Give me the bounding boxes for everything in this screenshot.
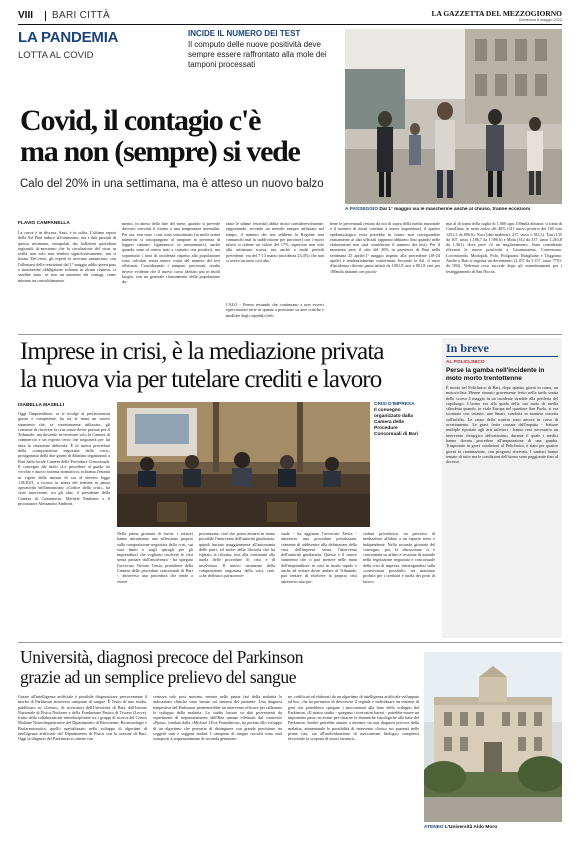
page-header: [18, 10, 562, 22]
section-divider: [45, 11, 46, 21]
story3-headline-line1: Università, diagnosi precoce del Parkinson: [20, 647, 304, 667]
story3-caption-label: ATENEO: [424, 825, 444, 830]
university-building-image: [424, 652, 562, 822]
story1-column-4: bene le percentuali restino da noi di sopra della media nazionale e il numero di morti continui a essere importante), il quadro epidemiologico resta potrebbe in futuro non corrispondere esattamente ai dati ufficiali (appunto abbiamo fino quando nelle elaborazioni non sarà considerato il numero dei test). Per il momento però il calo del 20% in provincia di Bari nella settimana 25 aprile/1° maggio rispetto alla precedente (18-24 aprile) è tendenzialmente confermata. Secondo la Asl, il tasso d'incidenza rilevato passa infatti da 1001,8 casi a 801,8 casi per 100mila abitanti con picchi-: [330, 221, 440, 274]
story3-headline-line2: grazie ad un semplice prelievo del sangue: [20, 667, 297, 687]
sidebar-tag: AL POLICLINICO: [446, 360, 485, 365]
sidebar-body: È morto nel Policlinico di Bari, dopo quattro giorni in coma, un motociclista 38enne rimasto gravemente ferito nella tarda serata dello scorso 4 maggio in un incidente stradale alla periferia del capoluogo. L'uomo era alla guida della sua moto di media cilindrata quando, in viale Europa nel quartiere San Paolo, si era scontrato con un'auto, una Smart, condotta in maniera corretta sull'asfalto. Le cause dello scontro sono ancora in corso di accertamento. Le gravi ferite causate dall'impatto - fratture multiple riportate agli arti inferiori - hanno reso necessario un intervento chirurgico delicatissimo, durante il quale i medici hanno dovuto procedere all'amputazione di una gamba. Trasportato in gravi condizioni al Policlinico, è stato per quattro giorni in rianimazione, con prognosi riservata. I sanitari hanno tentato di tutto ma le condizioni dell'uomo sono peggiorate fino al decesso.: [446, 385, 558, 465]
story2-column-5: suale - ha aggiunto l'avvocato Tarsia - attraverso una procedura privatizzata, consente di addivenire alla definizione della crisi dell'impresa senza l'intervento dell'autorità giudiziaria. Questo è il nuovo strumento che ci può mettere nelle mani dell'imprenditore in crisi in modo rapido e anche ad evitare dover andare al Tribunale, può tentare di risolvere la propria crisi attraverso una pro-: [281, 531, 357, 584]
story1-photo-caption: [345, 207, 562, 213]
photo-caption-text: Dal 1° maggio via le mascherine anche al chiuso, tranne eccezioni: [379, 207, 531, 212]
story2-column-1: Oggi l'imprenditore, se si rivolge al professionista giusto e competente, ha tra le mani un nuovo strumento che, se correttamente utilizzato, gli consente di risolvere la crisi senza dover passare per il Tribunale, ma dovendo in-teressare solo la Camera di commercio e un esperto terzo che negozierà per lui tutta la situazione debitoria. È la nuova procedura della «composizione negoziata della crisi», protagonista della due giorni di dibattito organizzato a Bari dalla locale Camera delle Procedure Concorsuali. Il convegno dal titolo «Le procedure al guado tra vecchio e nuovo sistema normativo» richiama l'entrata in vigore della misura di cui al decreto legge 118/2021, a ricorso in attesa del termine in pausa operatività dell'annunciato «Codice della crisi», ha visto intervenire, tra gli altri, il presidente della Camera di Commercio, Michele Emiliano e il procuratore Alessandro Ambrosi.: [18, 411, 110, 507]
story3-headline: [20, 647, 420, 687]
newspaper-name: LA GAZZETTA DEL MEZZOGIORNO: [431, 9, 562, 18]
story-separator-2: [18, 642, 562, 643]
story3-column-1: Grazie all'intelligenza artificiale è possibile diagnosticare precocemente il morbo di Parkinson attraverso campioni di sangue. È l'esito di uno studio, pubblicato su «Genes», di ricercatori dell'Università di Bari, dell'Istituto Nazionale di Fisica Nucleare e della Fondazione Panico di Tricase (Lecce), frutto della collaborazione interdisciplinare tra i gruppi di ricerca del Centro Malattie Neurodegenerative del Dipartimento di Bioscienze, Biotecnologie e Biofarmaceutica, quello specializzato nello sviluppo di algoritmi di intelligenza artificiale del Dipartimento di Fisica con la sezione di Bari. Oggi la diagnosi del Parkinson si ottiene con: [18, 694, 147, 742]
header-rule: [18, 24, 562, 25]
story2-caption-label: CRISI D'IMPRESA: [374, 402, 415, 407]
story1-column-2: mento, in attesa della fine del mese, quando si prevede davvero convinti il ritorno a una temperanza normalità. Per ora, non sono i casi sono sottostimati (in molti ormai numerosi si sottopongono al tampone in presenza di leggeri sintomi, figuriamoci se asintomatici), anche quando sono al centro stati a contatto con positivi), ma soprattutto i tassi di incidenza rispetto alla popolazione sono calcolati senza tenere conto del numero dei test effettuati. Considerando i tamponi processati, risulta invece evidente che il nuovo corso (dettato più in molti luoghi, con un generale rilassamento della popolazione du-: [122, 221, 220, 285]
info-box-title: INCIDE IL NUMERO DEI TEST: [188, 29, 301, 38]
story3-column-3: ne, codificati ed elaborati da un algoritmo di intelligenza artificiale sviluppato ad hoc, che ha permesso di descrivere il segnale e individuare un insieme di geni che potrebbero spiegare i meccanismi alla base dello sviluppo del Parkinson. «Il nostro studio - spiegano i ricercatori baresi - potrebbe essere un importante passo in avanti per chiarire le dinamiche fisiologiche alla base del Parkinson. Inoltre potrebbe aiutare a ottenere sia una diagnosi precoce della malattia, aumentando le possibilità di intervento clinico sui pazienti nelle prime fasi, sia all'individuazione di meccanismi biologici complessi favorendo la scoperta di nuovi farmaci».: [288, 694, 419, 742]
story2-headline: [20, 338, 440, 394]
issue-date: Domenica 8 maggio 2022: [518, 18, 562, 22]
story1-column-1: La curva è in discesa. Anzi, è in salita. L'ultimo report della Asl Bari induce all'ottimismo, ma i dati parziali di questa settimana, estrapolati dai bollettini quotidiani regionali, di-mostrano che la circolazione del virus in realtà non solo non sembra significativamente, ma si limita. Del resto, gli esperti lo avevano annunciato: con l'allentarsi delle restrizioni dal 1° maggio addio green pass e mascherine obbligatorie soltanto in alcuni contesti, ci sarebbe stato, se non un aumento dei contagi, come minimo un consolidamento.: [18, 230, 116, 283]
story2-headline-line1: Imprese in crisi, è la mediazione privata: [20, 338, 384, 365]
story1-info-box: [188, 29, 338, 70]
photo-caption-label: A PASSEGGIO: [345, 207, 379, 212]
story3-column-2: certezza solo post mortem, mentre nelle prime fasi della malattia le indicazioni cliniche sono basate sui sintomi del paziente. Una diagnosi tempestiva del Parkinson permetterebbe un intervento efficace per rallentare lo sviluppo della malattia. Lo studio basato su dati provenienti da esperimenti di sequenziamento dell'Rna umano effettuati dal consorzio «Ppmi», fondato dalla «Michael J.Fox Foundation», ha portato allo sviluppo di un algoritmo che permette di distinguere con grande precisione tra soggetti sani e soggetti malati. I campioni di sangue raccolti sono stati sottoposti a sequenziamento di seconda generazio-: [153, 694, 282, 742]
story1-column-3: rante le ultime festività) abbia inciso considerevolmente: rapportando, secondo un metodo sempre utilizzato nel tempo, il numero dei test sebbene la Regione non comunichi mai la suddivisione per province) con i nuovi infetti si ottiene un valore del 17%, superiore non solo alla settimana scorsa, ma anche a molti periodi precedenti: era del 7-13 marzo (incidenza 23,4%) che non si aveva un tasso così alto.: [226, 221, 324, 264]
story2-column-4: privatizzata, cioè che possa attuarsi in mano possibile l'intervento dell'autorità giudiziaria, quindi lasciato maggiormente all'autonomia delle parti, ed anche della filosofia che ha ispirato la riforma, tesa alla continuità alla tutela delle procedure di crisi e di insolvenza. Il nuovo strumento della composizione negoziata della crisi, cioè, «che definisco paraconcor-: [199, 531, 275, 579]
story2-byline: ISABELLA MASELLI: [18, 403, 65, 408]
story2-caption-text: Il convegno organizzato dalla Camera delle Procedure Concorsuali di Bari: [374, 408, 418, 437]
story1-street-photo: [345, 29, 562, 204]
conference-image: [117, 402, 370, 527]
story1-headline-line2: ma non (sempre) si vede: [20, 135, 300, 168]
story1-headline-line1: Covid, il contagio c'è: [20, 104, 261, 137]
story1-subkicker: LOTTA AL COVID: [18, 50, 94, 61]
story3-university-photo: [424, 652, 562, 822]
page-number: VIII: [18, 10, 34, 21]
story1-headline: [20, 105, 350, 168]
story2-column-6: cedura privatistica, un percorso di mediazione affidato a un esperto terzo e indipendente. Nella seconda giornata del convegno, poi, la discussione si è concentrata su affitto e cessione di aziende nella regolazione negoziata e concorsuale della crisi di impresa, interrogandosi sulla «convivenza possibile» tra massimo profitto per i creditori e tutela dei posti di lavoro.: [363, 531, 435, 584]
section-name: BARI CITTÀ: [52, 10, 111, 21]
sidebar-in-breve: [442, 338, 562, 638]
story1-column-3-calo: CALO - Fermo restando che continuano a non esserci ripercussioni serie in quanto a pressione su aree critiche e mediche degli ospedali (seb-: [226, 302, 324, 318]
story1-kicker: LA PANDEMIA: [18, 29, 119, 46]
sidebar-headline: Perse la gamba nell'incidente in moto morto trentottenne: [446, 367, 545, 382]
story3-photo-caption: [424, 825, 562, 831]
story1-column-3-wrap: [226, 221, 324, 330]
story3-caption-text: L'Università Aldo Moro: [444, 825, 498, 830]
story1-column-5: mai al di sopra della soglia di 1.000 ogni 100mila abitanti: si tratta di Castellana, in netto rialzo del 40% (311 nuovi positivi dei 165 toto 1251,3 da 896,6). Noci (dati inalterati: 217, tasso 1.183,5). Turi (135 da 167, tasso 1.186,7 da 1.390,6) e Mola (312 da 337, tasso 1.263,8 da 1.361), dove però c'è un miglioramento. Sono considerate rilevanti le nuove positività a Casamassima, Conversano, Locorotondo, Monopoli, Polo, Polignano, Rutigliano e Triggiano. Anche a Bari si registra un decremento (2.457 da 3.157, tasso 779,1 da 992). Vedremo cosa succede dopo gli assembramenti per i festeggiamenti di San Nicola.: [446, 221, 562, 274]
info-box-text: Il computo delle nuove positività deve sempre essere raffrontato alla mole dei tamponi processati: [188, 40, 327, 69]
story-separator-1: [18, 334, 562, 335]
story1-subhead: Calo del 20% in una settimana, ma è atteso un nuovo balzo: [20, 178, 324, 190]
sidebar-title: In breve: [446, 341, 489, 355]
story1-byline: FLAVIO CAMPANELLA: [18, 221, 70, 226]
story2-conference-photo: [117, 402, 370, 527]
story2-headline-line2: la nuova via per tutelare crediti e lavoro: [20, 366, 382, 393]
street-scene-image: [345, 29, 562, 204]
story2-photo-caption: [374, 402, 422, 438]
story2-column-3: Nella prima giornata di lavori, i relatori hanno intrattenuto una riflessione proprio sulla composizione negoziata della crisi, sui suoi limiti e sugli spiragli per gli imprenditori che vogliono risolvere le crisi senza passare dall'insolvenza - ha spiegato l'avvocato Vittorio Tarsia, presidente della Camera delle procedure concorsuali di Bari -, attraverso una procedura che tende a essere: [117, 531, 193, 584]
